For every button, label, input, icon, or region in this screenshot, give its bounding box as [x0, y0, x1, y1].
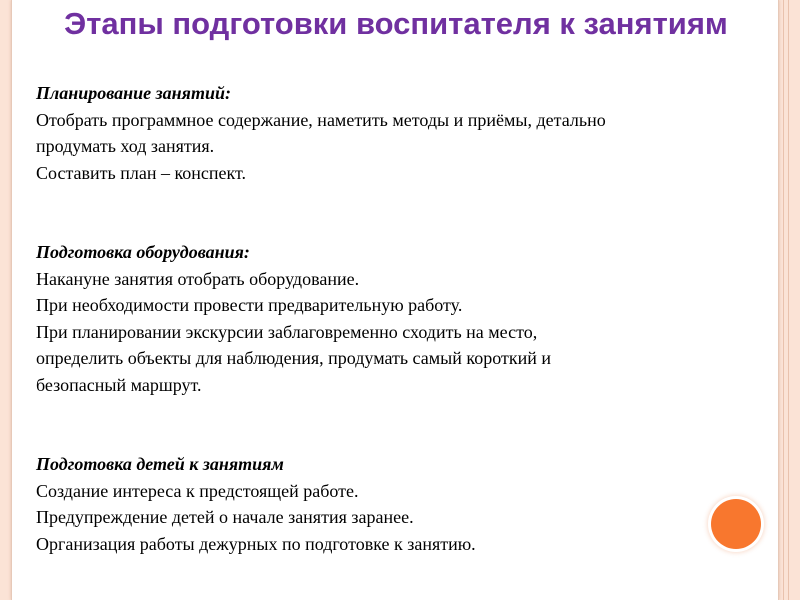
section-line: При планировании экскурсии заблаговременно сходить на место,	[36, 321, 538, 342]
section-line: При необходимости провести предварительную работу.	[36, 295, 463, 315]
slide-content	[36, 80, 766, 557]
section-line: безопасный маршрут.	[36, 374, 202, 395]
section-lesson-planning	[36, 80, 766, 186]
section-children-preparation	[36, 451, 766, 557]
section-line: Составить план – конспект.	[36, 162, 247, 183]
section-equipment-preparation	[36, 239, 766, 398]
section-heading: Подготовка детей к занятиям	[36, 454, 284, 474]
decorative-orange-circle	[711, 499, 761, 549]
decorative-rule	[788, 0, 789, 600]
section-line: определить объекты для наблюдения, продумать самый короткий и	[36, 348, 551, 368]
section-line: Организация работы дежурных по подготовке к занятию.	[36, 533, 476, 554]
section-heading: Подготовка оборудования:	[36, 242, 250, 262]
section-line: Предупреждение детей о начале занятия заранее.	[36, 507, 414, 527]
section-heading: Планирование занятий:	[36, 83, 231, 103]
section-line: продумать ход занятия.	[36, 136, 215, 156]
section-line: Отобрать программное содержание, наметить методы и приёмы, детально	[36, 109, 606, 130]
decorative-rule	[783, 0, 784, 600]
section-line: Создание интереса к предстоящей работе.	[36, 480, 359, 501]
section-line: Накануне занятия отобрать оборудование.	[36, 268, 360, 289]
slide-title: Этапы подготовки воспитателя к занятиям	[64, 6, 728, 41]
